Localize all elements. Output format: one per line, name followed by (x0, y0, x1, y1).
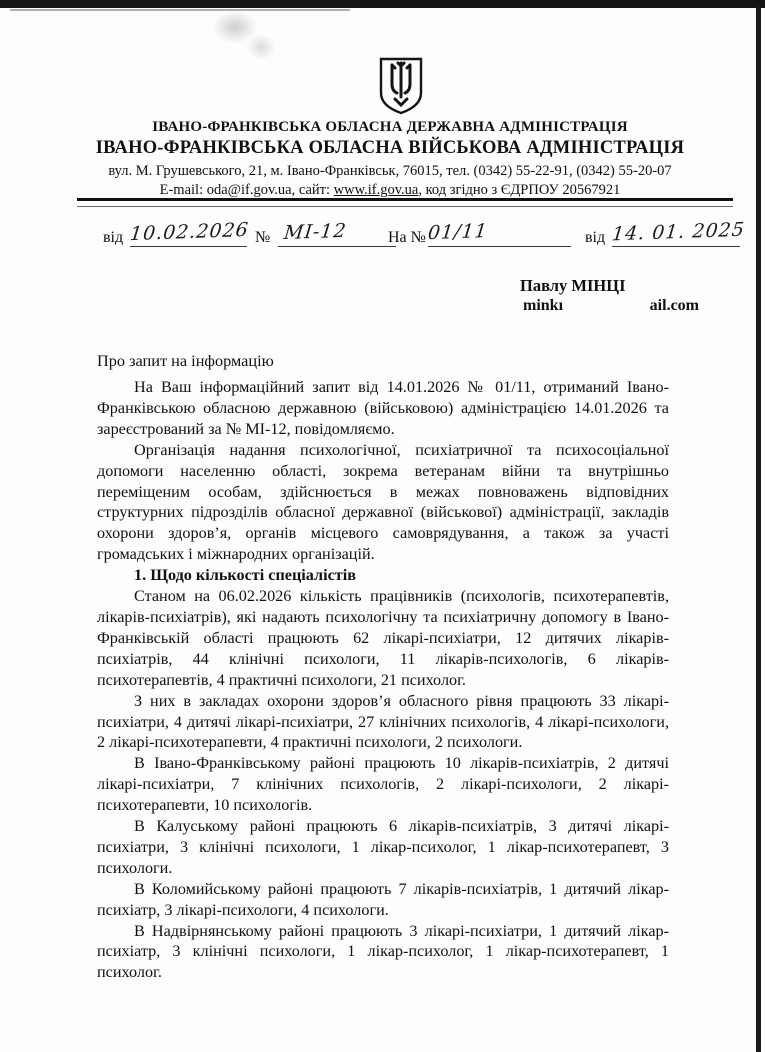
org-name-military-administration: ІВАНО-ФРАНКІВСЬКА ОБЛАСНА ВІЙСЬКОВА АДМІНІСТРАЦІЯ (95, 138, 685, 158)
paragraph-kalush-raion: В Калуському районі працюють 6 лікарів-психіатрів, 3 дитячі лікарі-психіатри, 3 клінічні психологи, 1 лікар-психолог, 1 лікар-психотерапевт, 3 психологи. (97, 817, 669, 877)
email-suffix: , код згідно з ЄДРПОУ 20567921 (418, 182, 621, 198)
email-prefix: E-mail: oda@if.gov.ua, сайт: (159, 182, 334, 198)
org-name-state-administration: ІВАНО-ФРАНКІВСЬКА ОБЛАСНА ДЕРЖАВНА АДМІНІСТРАЦІЯ (152, 119, 628, 135)
scan-stain (246, 34, 276, 60)
in-date-field (610, 218, 746, 247)
in-number-handwritten: 01/11 (426, 219, 489, 245)
paragraph-ivano-frankivsk-raion: В Івано-Франківському районі працюють 10 лікарів-психіатрів, 2 дитячі лікарі-психіатри, 7 клінічних психологів, 2 лікарі-психологи, 2 лікарі-психотерапевти, 10 психологів. (97, 754, 669, 815)
scan-top-border (0, 0, 765, 8)
in-date-handwritten: 14. 01. 2025 (610, 218, 746, 246)
out-number-handwritten: МІ-12 (282, 219, 348, 245)
scan-top-line (10, 9, 350, 11)
paragraph-nadvirna-raion: В Надвірнянському районі працюють 3 лікарі-психіатри, 1 дитячий лікар-психіатр, 3 клінічні психологи, 1 лікар-психолог, 1 лікар-психотерапевт, 1 психолог. (97, 921, 669, 982)
org-address-line: вул. М. Грушевського, 21, м. Івано-Франківськ, 76015, тел. (0342) 55-22-91, (0342) 55-20-07 (108, 163, 672, 179)
paragraph-organization: Організація надання психологічної, психіатричної та психосоціальної допомоги населенню області, зокрема ветеранам війни та внутрішньо переміщеним особам, здійснюється в межах повноважень відповідних структурних підрозділів обласної державної (військової) адміністрації, закладів охорони здоров’я, органів місцевого самоврядування, а також за участі громадських і міжнародних організацій. (97, 440, 669, 564)
out-date-label: від (103, 229, 124, 246)
scan-right-border (756, 6, 761, 1052)
out-date-handwritten: 10.02.2026 (128, 218, 250, 246)
addressee-email (523, 297, 699, 315)
in-number-label: На № (388, 229, 426, 246)
out-number-label: № (255, 229, 271, 246)
paragraph-intro: На Ваш інформаційний запит від 14.01.2026 № 01/11, отриманий Івано-Франківською обласною державною (військовою) адміністрацією 14.01.2026 та зареєстрований за № МІ-12, повідомляємо. (97, 378, 669, 438)
org-contact-line (30, 181, 750, 199)
out-number-field (278, 219, 396, 247)
subject-line: Про запит на інформацію (97, 351, 274, 370)
letterhead-divider (77, 198, 733, 207)
addressee-name: Павлу МІНЦІ (520, 276, 626, 295)
letter-body (97, 377, 669, 983)
in-date-label: від (585, 229, 606, 246)
paragraph-kolomyia-raion: В Коломийському районі працюють 7 лікарів-психіатрів, 1 дитячий лікар-психіатр, 3 лікарі-психологи, 4 психологи. (97, 879, 669, 919)
letterhead (30, 118, 750, 199)
out-date-field (128, 218, 250, 247)
addressee-email-part2: ail.com (649, 297, 699, 314)
in-number-field (426, 219, 571, 247)
addressee-email-part1: minkı (523, 297, 564, 314)
section-heading-specialists: 1. Щодо кількості спеціалістів (134, 566, 356, 585)
website-link[interactable]: www.if.gov.ua (333, 182, 419, 198)
ukraine-trident-emblem-icon (379, 57, 423, 115)
paragraph-oblast-level-facilities: З них в закладах охорони здоров’я обласного рівня працюють 33 лікарі-психіатри, 4 дитячі лікарі-психіатри, 27 клінічних психологів, 4 лікарі-психологи, 2 лікарі-психотерапевти, 4 практичні психологи, 2 психологи. (97, 691, 669, 752)
paragraph-oblast-totals: Станом на 06.02.2026 кількість працівників (психологів, психотерапевтів, лікарів-психіатрів), які надають психологічну та психіатричну допомогу в Івано-Франківській області працюють 62 лікарі-психіатри, 12 дитячих лікарів-психіатрів, 44 клінічні психологи, 11 лікарів-психологів, 6 лікарів-психотерапевтів, 4 практичні психологи, 21 психолог. (97, 587, 669, 689)
